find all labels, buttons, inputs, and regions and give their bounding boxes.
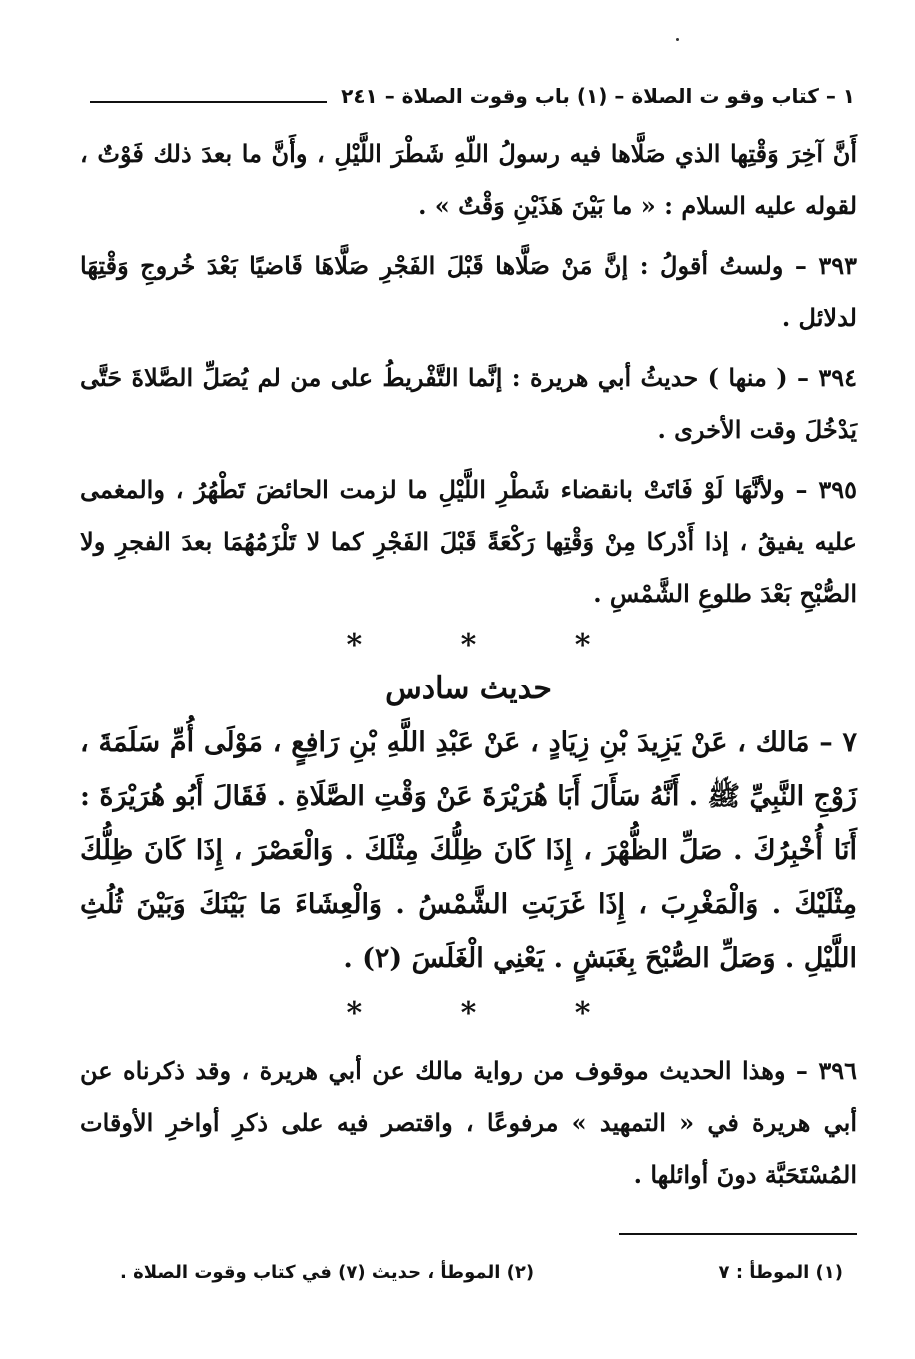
footnote-rule (619, 1233, 857, 1235)
paragraph-continuation: أَنَّ آخِرَ وَقْتِها الذي صَلَّاها فيه رسولُ اللّهِ شَطْرَ اللَّيْلِ ، وأَنَّ ما بعدَ ذلك فَوْتٌ ، لقوله عليه السلام : « ما بَيْنَ هَذَيْنِ وَقْتٌ » . (80, 139, 857, 220)
paragraph-396: ٣٩٦ – وهذا الحديث موقوف من رواية مالك عن أبي هريرة ، وقد ذكرناه عن أبي هريرة في « التمهيد » مرفوعًا ، واقتصر فيه على ذكرِ أواخرِ الأوقات المُسْتَحَبَّة دونَ أوائلها . (80, 1056, 857, 1189)
footnote-1: (١) الموطأ : ٧ (718, 1262, 843, 1283)
footnotes (120, 1262, 843, 1283)
running-title: ١ – كتاب وقو ت الصلاة – (١) باب وقوت الصلاة – ٢٤١ (341, 84, 855, 108)
section-separator: * * * (346, 628, 635, 663)
section-title: حديث سادس (385, 671, 552, 706)
hadith-text: ٧ – مَالك ، عَنْ يَزِيدَ بْنِ زِيَادٍ ، عَنْ عَبْدِ اللَّهِ بْنِ رَافِعٍ ، مَوْلَى أُمِّ سَلَمَةَ ، زَوْجِ النَّبِيِّ ﷺ . أَنَّهُ سَأَلَ أَبَا هُرَيْرَةَ عَنْ وَقْتِ الصَّلَاةِ . فَقَالَ أَبُو هُرَيْرَةَ : أَنَا أُخْبِرُكَ . صَلِّ الظُّهْرَ ، إِذَا كَانَ ظِلُّكَ مِثْلَكَ . وَالْعَصْرَ ، إِذَا كَانَ ظِلُّكَ مِثْلَيْكَ . وَالْمَغْرِبَ ، إِذَا غَرَبَتِ الشَّمْسُ . وَالْعِشَاءَ مَا بَيْنَكَ وَبَيْنَ ثُلُثِ اللَّيْلِ . وَصَلِّ الصُّبْحَ بِغَبَشٍ . يَعْنِي الْغَلَسَ (٢) . (80, 727, 857, 974)
running-header (90, 78, 855, 114)
page-body (80, 128, 857, 1209)
page-speck (676, 38, 679, 41)
paragraph-394: ٣٩٤ – ( منها ) حديثُ أبي هريرة : إنَّما التَّفْريطُ على من لم يُصَلِّ الصَّلاةَ حَتَّى يَدْخُلَ وقت الأخرى . (80, 363, 857, 444)
header-rule (90, 101, 327, 103)
paragraph-393: ٣٩٣ – ولستُ أقولُ : إنَّ مَنْ صَلَّاها قَبْلَ الفَجْرِ صَلَّاهَا قَاضيًا بَعْدَ خُروجِ وَقْتِهَا لدلائل . (80, 251, 857, 332)
section-separator-2: * * * (346, 996, 635, 1031)
footnote-2: (٢) الموطأ ، حديث (٧) في كتاب وقوت الصلاة . (120, 1262, 535, 1283)
paragraph-395: ٣٩٥ – ولأنَّهَا لَوْ فَاتَتْ بانقضاء شَطْرِ اللَّيْلِ ما لزمت الحائضَ تَطْهُرُ ، والمغمى عليه يفيقُ ، إذا أَدْركا مِنْ وَقْتِها رَكْعَةً قَبْلَ الفَجْرِ كما لا تَلْزَمُهُمَا بعدَ الفجرِ ولا الصُّبْحِ بَعْدَ طلوعِ الشَّمْسِ . (80, 475, 857, 608)
